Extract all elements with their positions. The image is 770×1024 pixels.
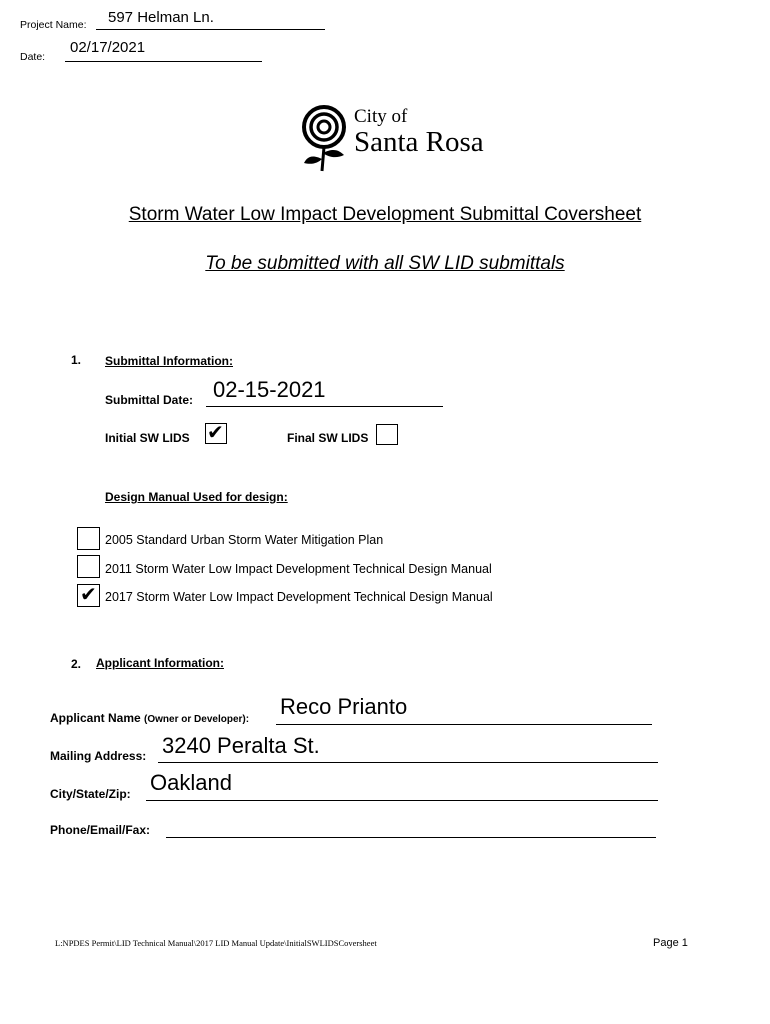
manual-2017-label: 2017 Storm Water Low Impact Development Technical Design Manual [105, 590, 493, 604]
section1-number: 1. [71, 353, 82, 367]
final-sw-lids-label: Final SW LIDS [287, 431, 369, 445]
final-sw-lids-checkbox[interactable] [376, 424, 398, 445]
page-subtitle: To be submitted with all SW LID submittals [205, 253, 565, 274]
city-state-zip-label: City/State/Zip: [50, 787, 131, 801]
mailing-address-line [158, 762, 658, 763]
submittal-date-value[interactable]: 02-15-2021 [213, 377, 326, 402]
applicant-name-label [50, 711, 249, 725]
footer-file-path: L:NPDES Permit\LID Technical Manual\2017 LID Manual Update\InitialSWLIDSCoversheet [55, 938, 377, 948]
manual-2005-label: 2005 Standard Urban Storm Water Mitigation Plan [105, 533, 384, 547]
mailing-address-value[interactable]: 3240 Peralta St. [162, 733, 320, 758]
city-state-zip-line [146, 800, 658, 801]
applicant-name-line [276, 724, 652, 725]
date-value[interactable]: 02/17/2021 [70, 39, 146, 56]
section2-number: 2. [71, 657, 82, 671]
rose-logo-icon [300, 103, 352, 173]
project-name-label: Project Name: [20, 19, 87, 31]
page-title: Storm Water Low Impact Development Submittal Coversheet [128, 204, 642, 225]
manual-2005-checkbox[interactable] [77, 527, 100, 550]
submittal-date-line [206, 406, 443, 407]
date-label: Date: [20, 51, 46, 63]
project-name-line [96, 29, 325, 30]
initial-sw-lids-label: Initial SW LIDS [105, 431, 190, 445]
manual-2011-checkbox[interactable] [77, 555, 100, 578]
phone-email-fax-label: Phone/Email/Fax: [50, 823, 151, 837]
applicant-name-value[interactable]: Reco Prianto [280, 694, 408, 719]
submittal-date-label: Submittal Date: [105, 393, 194, 407]
section1-heading: Submittal Information: [105, 354, 233, 368]
applicant-name-label-main: Applicant Name [50, 711, 141, 725]
initial-sw-lids-checkbox[interactable] [205, 420, 227, 444]
mailing-address-label: Mailing Address: [50, 749, 147, 763]
applicant-name-label-sub: (Owner or Developer): [144, 714, 250, 725]
design-manual-heading: Design Manual Used for design: [105, 490, 288, 504]
phone-email-fax-line [166, 837, 656, 838]
manual-2011-label: 2011 Storm Water Low Impact Development Technical Design Manual [105, 562, 492, 576]
checkmark-icon: ✔ [80, 582, 97, 606]
checkmark-icon: ✔ [207, 420, 224, 444]
city-state-zip-value[interactable]: Oakland [150, 770, 232, 795]
page-number: Page 1 [653, 937, 688, 949]
date-line [65, 61, 262, 62]
logo-line1: City of [354, 106, 408, 127]
logo-line2: Santa Rosa [354, 126, 484, 158]
section2-heading: Applicant Information: [96, 656, 224, 670]
project-name-value[interactable]: 597 Helman Ln. [108, 9, 214, 26]
manual-2017-checkbox[interactable] [77, 584, 100, 607]
